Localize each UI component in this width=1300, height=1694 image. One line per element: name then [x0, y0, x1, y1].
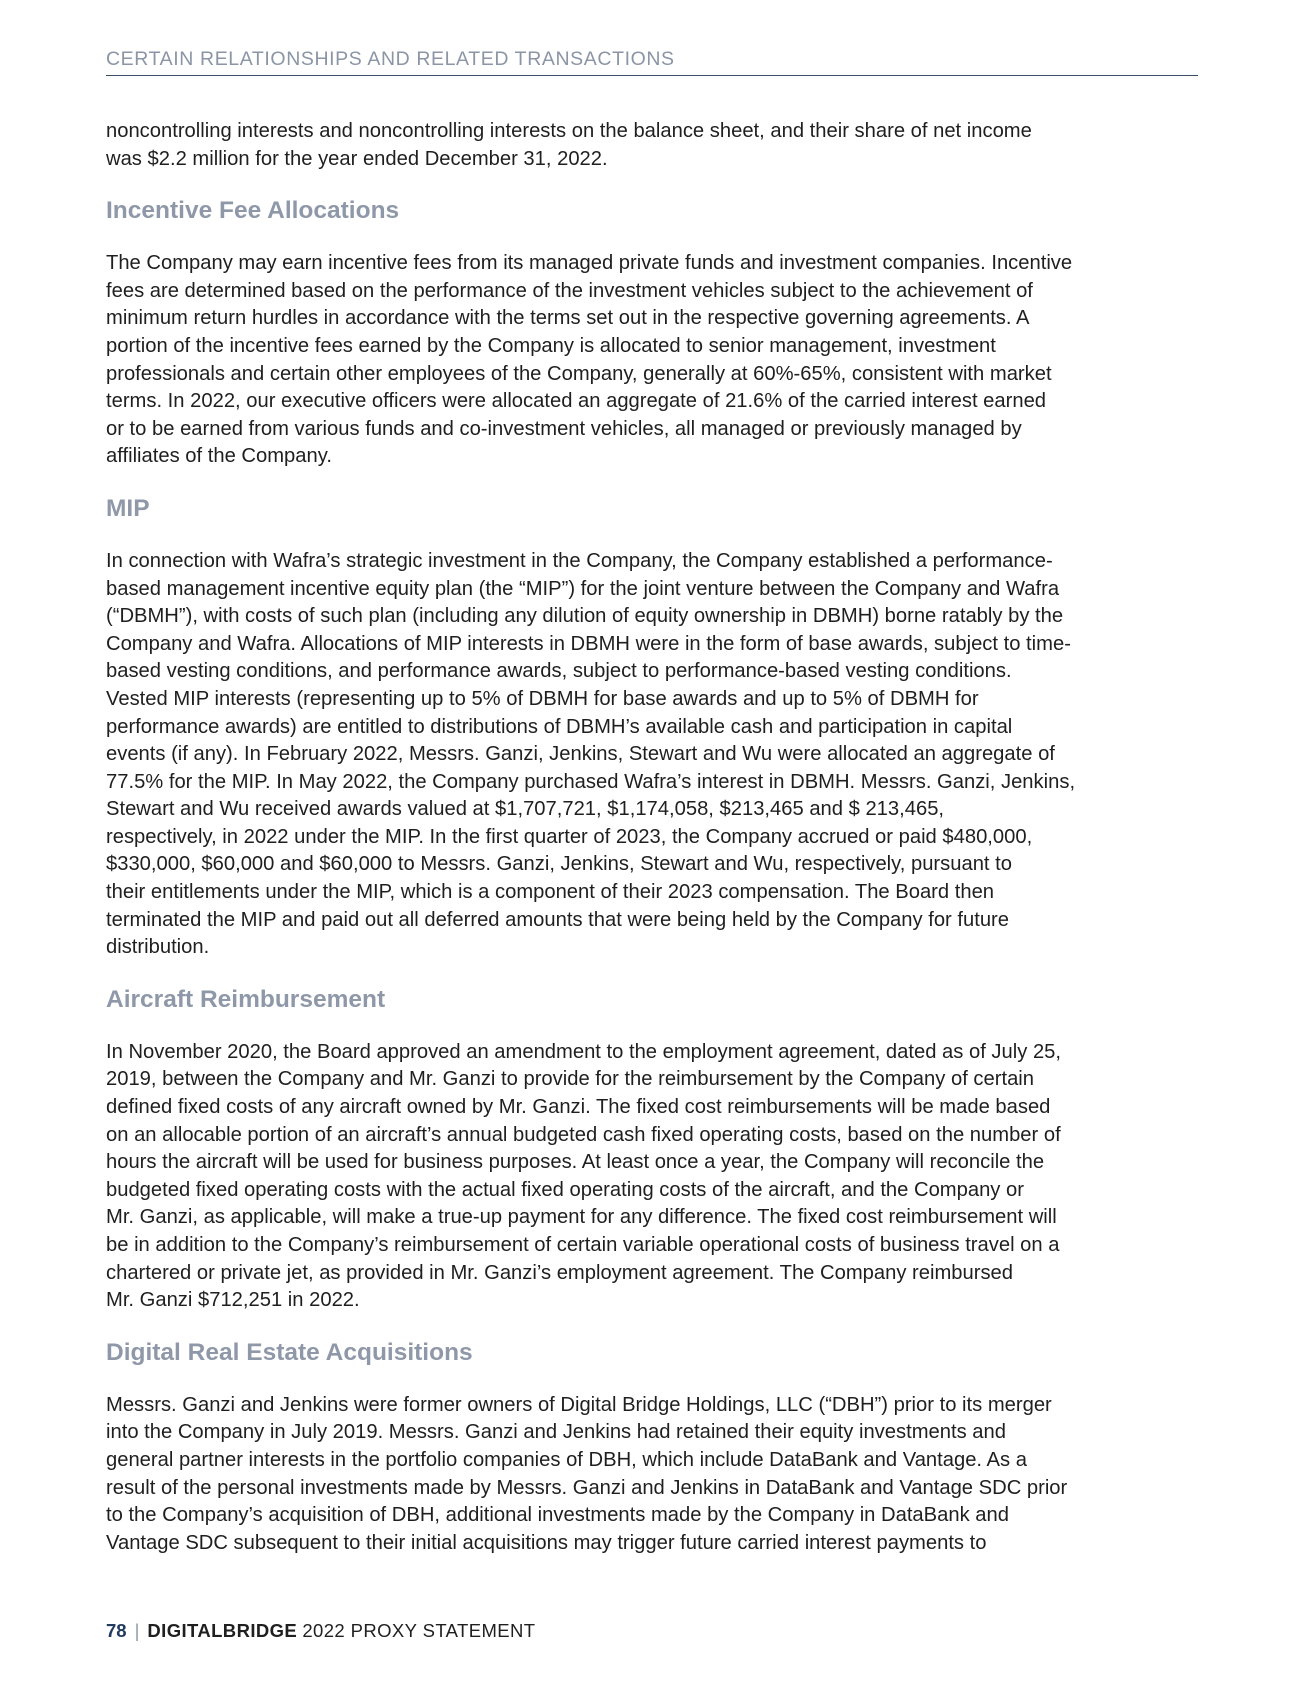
- footer-document-title: 2022 PROXY STATEMENT: [302, 1620, 536, 1641]
- section-heading-mip: MIP: [106, 494, 150, 522]
- paragraph-aircraft-reimbursement: In November 2020, the Board approved an amendment to the employment agreement, dated as of July 25, 2019, between the Company and Mr. Ganzi to provide for the reimbursement by the Company of certain defined fixed costs of any aircraft owned by Mr. Ganzi. The fixed cost reimbursements will be made based on an allocable portion of an aircraft’s annual budgeted cash fixed operating costs, based on the number of hours the aircraft will be used for business purposes. At least once a year, the Company will reconcile the budgeted fixed operating costs with the actual fixed operating costs of the aircraft, and the Company or Mr. Ganzi, as applicable, will make a true-up payment for any difference. The fixed cost reimbursement will be in addition to the Company’s reimbursement of certain variable operational costs of business travel on a chartered or private jet, as provided in Mr. Ganzi’s employment agreement. The Company reimbursed Mr. Ganzi $712,251 in 2022.: [106, 1040, 1062, 1312]
- page-number: 78: [106, 1620, 127, 1641]
- footer-separator: |: [134, 1620, 140, 1641]
- running-header: CERTAIN RELATIONSHIPS AND RELATED TRANSACTIONS: [106, 48, 1198, 76]
- footer-brand: DIGITALBRIDGE: [147, 1620, 298, 1641]
- paragraph-digital-real-estate-acquisitions: Messrs. Ganzi and Jenkins were former owners of Digital Bridge Holdings, LLC (“DBH”) prior to its merger into the Company in July 2019. Messrs. Ganzi and Jenkins had retained their equity investments and general partner interests in the portfolio companies of DBH, which include DataBank and Vantage. As a result of the personal investments made by Messrs. Ganzi and Jenkins in DataBank and Vantage SDC prior to the Company’s acquisition of DBH, additional investments made by the Company in DataBank and Vantage SDC subsequent to their initial acquisitions may trigger future carried interest payments to: [106, 1393, 1068, 1554]
- section-heading-aircraft-reimbursement: Aircraft Reimbursement: [106, 985, 386, 1013]
- paragraph-mip: In connection with Wafra’s strategic investment in the Company, the Company established a performance- based management incentive equity plan (the “MIP”) for the joint venture between the Company and Wafra (“DBMH”), with costs of such plan (including any dilution of equity ownership in DBMH) borne ratably by the Company and Wafra. Allocations of MIP interests in DBMH were in the form of base awards, subject to time- based vesting conditions, and performance awards, subject to performance-based vesting conditions. Vested MIP interests (representing up to 5% of DBMH for base awards and up to 5% of DBMH for performance awards) are entitled to distributions of DBMH’s available cash and participation in capital events (if any). In February 2022, Messrs. Ganzi, Jenkins, Stewart and Wu were allocated an aggregate of 77.5% for the MIP. In May 2022, the Company purchased Wafra’s interest in DBMH. Messrs. Ganzi, Jenkins, Stewart and Wu received awards valued at $1,707,721, $1,174,058, $213,465 and $ 213,465, respectively, in 2022 under the MIP. In the first quarter of 2023, the Company accrued or paid $480,000, $330,000, $60,000 and $60,000 to Messrs. Ganzi, Jenkins, Stewart and Wu, respectively, pursuant to their entitlements under the MIP, which is a component of their 2023 compensation. The Board then terminated the MIP and paid out all deferred amounts that were being held by the Company for future distribution.: [106, 549, 1076, 959]
- page-content: [106, 118, 1200, 1557]
- page-footer: [106, 1620, 535, 1642]
- intro-paragraph: noncontrolling interests and noncontrolling interests on the balance sheet, and their share of net income was $2.2 million for the year ended December 31, 2022.: [106, 120, 1032, 170]
- section-heading-digital-real-estate-acquisitions: Digital Real Estate Acquisitions: [106, 1338, 473, 1366]
- paragraph-incentive-fee-allocations: The Company may earn incentive fees from its managed private funds and investment companies. Incentive fees are determined based on the performance of the investment vehicles subject to the achievement of minimum return hurdles in accordance with the terms set out in the respective governing agreements. A portion of the incentive fees earned by the Company is allocated to senior management, investment professionals and certain other employees of the Company, generally at 60%-65%, consistent with market terms. In 2022, our executive officers were allocated an aggregate of 21.6% of the carried interest earned or to be earned from various funds and co-investment vehicles, all managed or previously managed by affiliates of the Company.: [106, 252, 1073, 468]
- section-heading-incentive-fee-allocations: Incentive Fee Allocations: [106, 197, 400, 225]
